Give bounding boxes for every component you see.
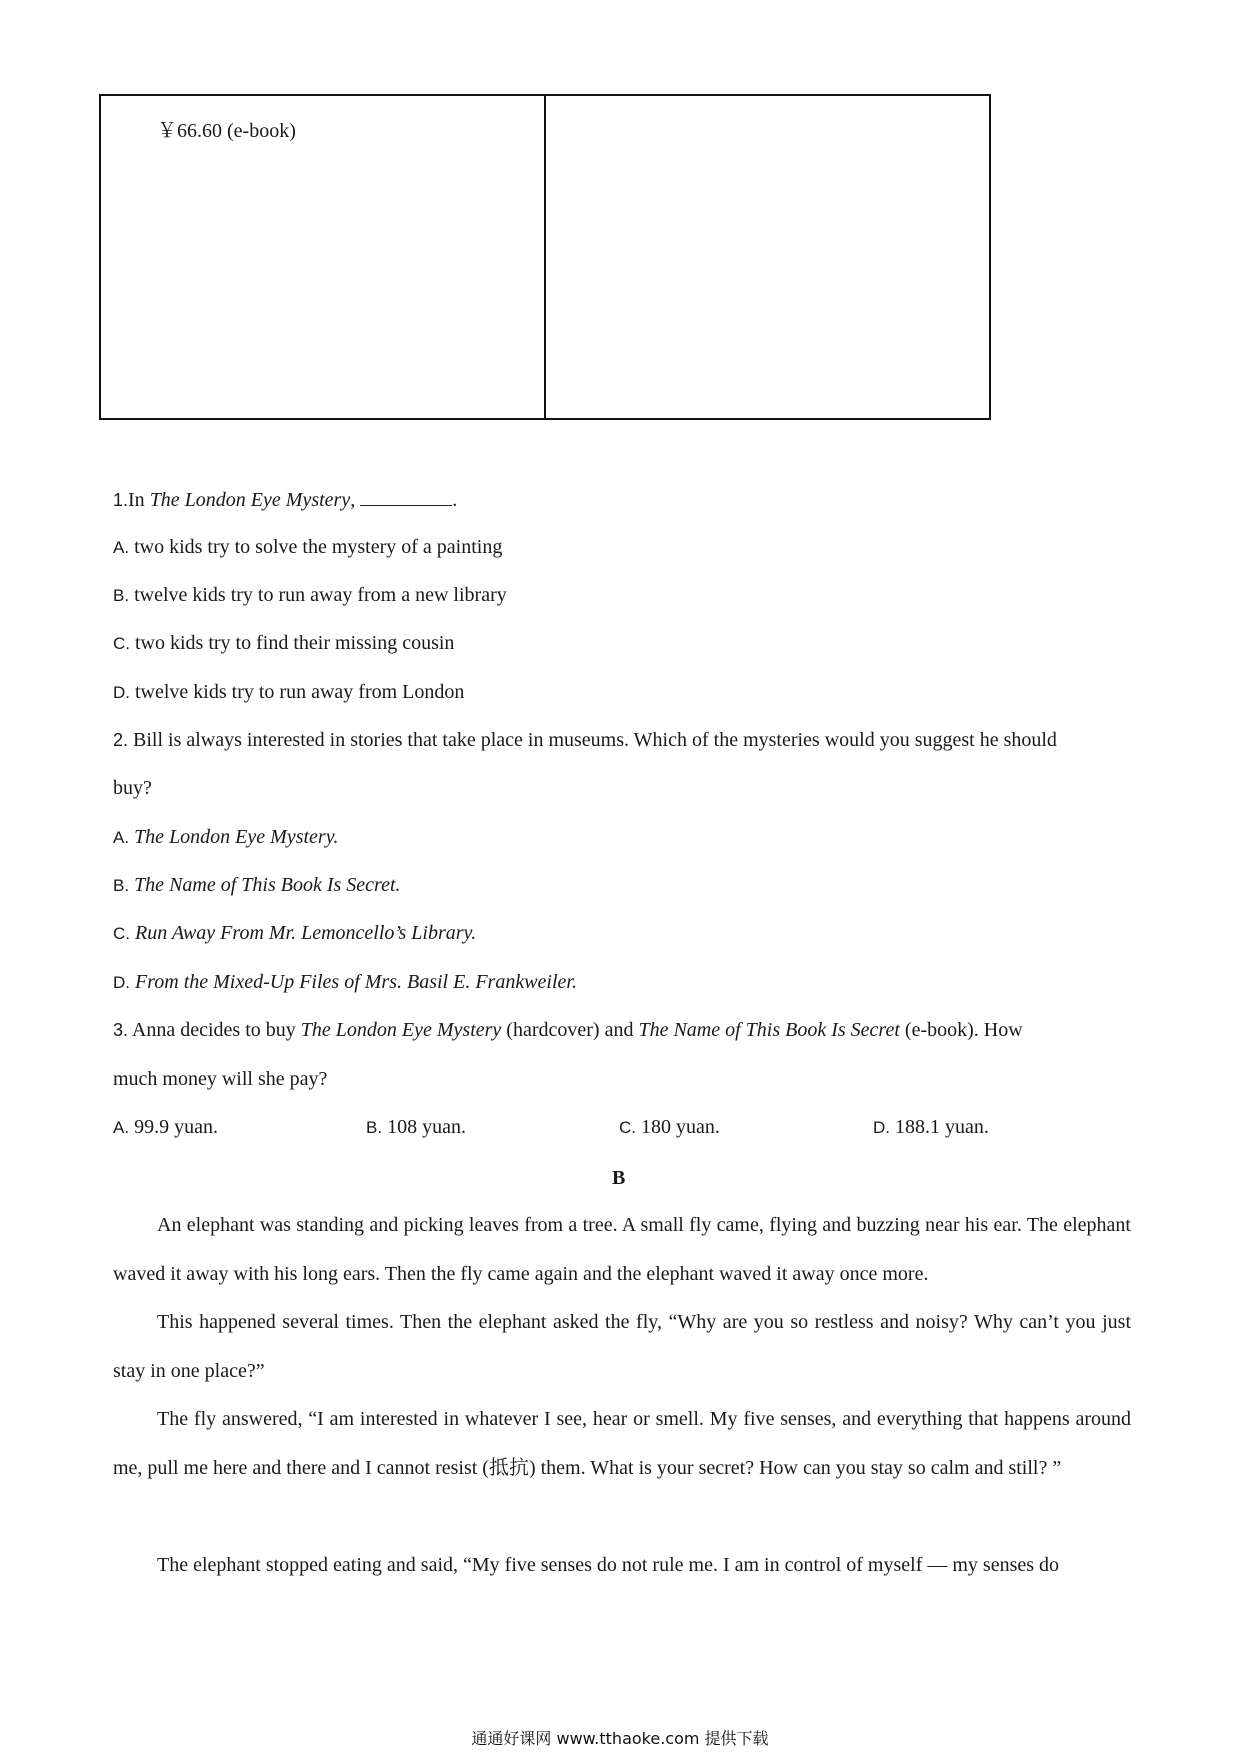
option-text: twelve kids try to run away from a new library <box>134 584 507 606</box>
question-number: 1. <box>113 490 129 510</box>
question-2-option-d <box>113 970 577 995</box>
book-title: The London Eye Mystery <box>300 1019 502 1041</box>
question-number: 3. <box>113 1020 129 1040</box>
question-1-option-b <box>113 583 507 608</box>
question-text: Anna decides to buy <box>131 1019 301 1041</box>
question-text: . <box>452 489 458 511</box>
question-3-option-a <box>113 1115 218 1140</box>
question-2-stem-cont <box>113 776 152 800</box>
question-text: much money will she pay? <box>113 1068 328 1090</box>
question-2-stem <box>113 728 1057 752</box>
question-text: In <box>128 489 150 511</box>
question-text: , <box>350 489 361 511</box>
option-letter: A. <box>113 1118 130 1137</box>
option-text: From the Mixed-Up Files of Mrs. Basil E. Frankweiler. <box>135 971 577 993</box>
question-3-stem <box>113 1018 1023 1042</box>
question-1-option-a <box>113 535 502 560</box>
option-text: twelve kids try to run away from London <box>135 681 465 703</box>
question-2-option-a <box>113 825 338 850</box>
section-heading: B <box>612 1167 626 1189</box>
option-letter: C. <box>113 634 130 653</box>
option-text: 180 yuan. <box>641 1116 720 1138</box>
question-text: buy? <box>113 777 152 799</box>
question-3-option-b <box>366 1115 466 1140</box>
option-text: two kids try to find their missing cousin <box>135 632 455 654</box>
option-letter: D. <box>873 1118 890 1137</box>
option-letter: C. <box>113 924 130 943</box>
footer-watermark: 通通好课网 www.tthaoke.com 提供下载 <box>471 1729 769 1748</box>
question-text: (hardcover) and <box>501 1019 639 1041</box>
option-letter: B. <box>366 1118 383 1137</box>
option-text: Run Away From Mr. Lemoncello’s Library. <box>135 922 477 944</box>
option-text: The Name of This Book Is Secret. <box>134 874 401 896</box>
option-text: 188.1 yuan. <box>895 1116 989 1138</box>
option-letter: C. <box>619 1118 636 1137</box>
story-paragraph-3: The fly answered, “I am interested in whatever I see, hear or smell. My five senses, and everything that happens around me, pull me here and there and I cannot resist (抵抗) them. What is your secret? How can you stay so calm and still? ” <box>113 1408 1131 1479</box>
question-number: 2. <box>113 730 129 750</box>
option-text: The London Eye Mystery. <box>134 826 339 848</box>
question-3-stem-cont <box>113 1067 327 1091</box>
ebook-price: ￥66.60 (e-book) <box>157 120 296 142</box>
book-price-table <box>99 94 991 420</box>
book-title: The London Eye Mystery <box>149 489 351 511</box>
table-cell-right <box>546 96 989 418</box>
question-1-stem <box>113 487 457 512</box>
table-cell-left <box>101 96 546 418</box>
option-letter: A. <box>113 538 130 557</box>
option-letter: B. <box>113 586 130 605</box>
story-paragraph-2: This happened several times. Then the elephant asked the fly, “Why are you so restless and noisy? Why can’t you just stay in one place?” <box>113 1311 1131 1382</box>
question-2-option-b <box>113 873 401 898</box>
option-letter: B. <box>113 876 130 895</box>
question-text: Bill is always interested in stories that take place in museums. Which of the mysteries would you suggest he should <box>133 729 1057 751</box>
option-letter: D. <box>113 973 130 992</box>
story-paragraph-1: An elephant was standing and picking leaves from a tree. A small fly came, flying and buzzing near his ear. The elephant waved it away with his long ears. Then the fly came again and the elephant waved it away once more. <box>113 1214 1131 1285</box>
option-letter: A. <box>113 828 130 847</box>
option-text: two kids try to solve the mystery of a painting <box>134 536 503 558</box>
question-1-option-d <box>113 680 464 705</box>
option-letter: D. <box>113 683 130 702</box>
question-text: (e-book). How <box>899 1019 1023 1041</box>
option-text: 99.9 yuan. <box>134 1116 218 1138</box>
question-3-option-d <box>873 1115 989 1140</box>
option-text: 108 yuan. <box>387 1116 466 1138</box>
book-title: The Name of This Book Is Secret <box>638 1019 900 1041</box>
answer-blank <box>360 487 452 506</box>
story-paragraph-4: The elephant stopped eating and said, “My five senses do not rule me. I am in control of myself — my senses do <box>157 1554 1060 1576</box>
question-2-option-c <box>113 921 476 946</box>
question-1-option-c <box>113 631 454 656</box>
question-3-option-c <box>619 1115 720 1140</box>
